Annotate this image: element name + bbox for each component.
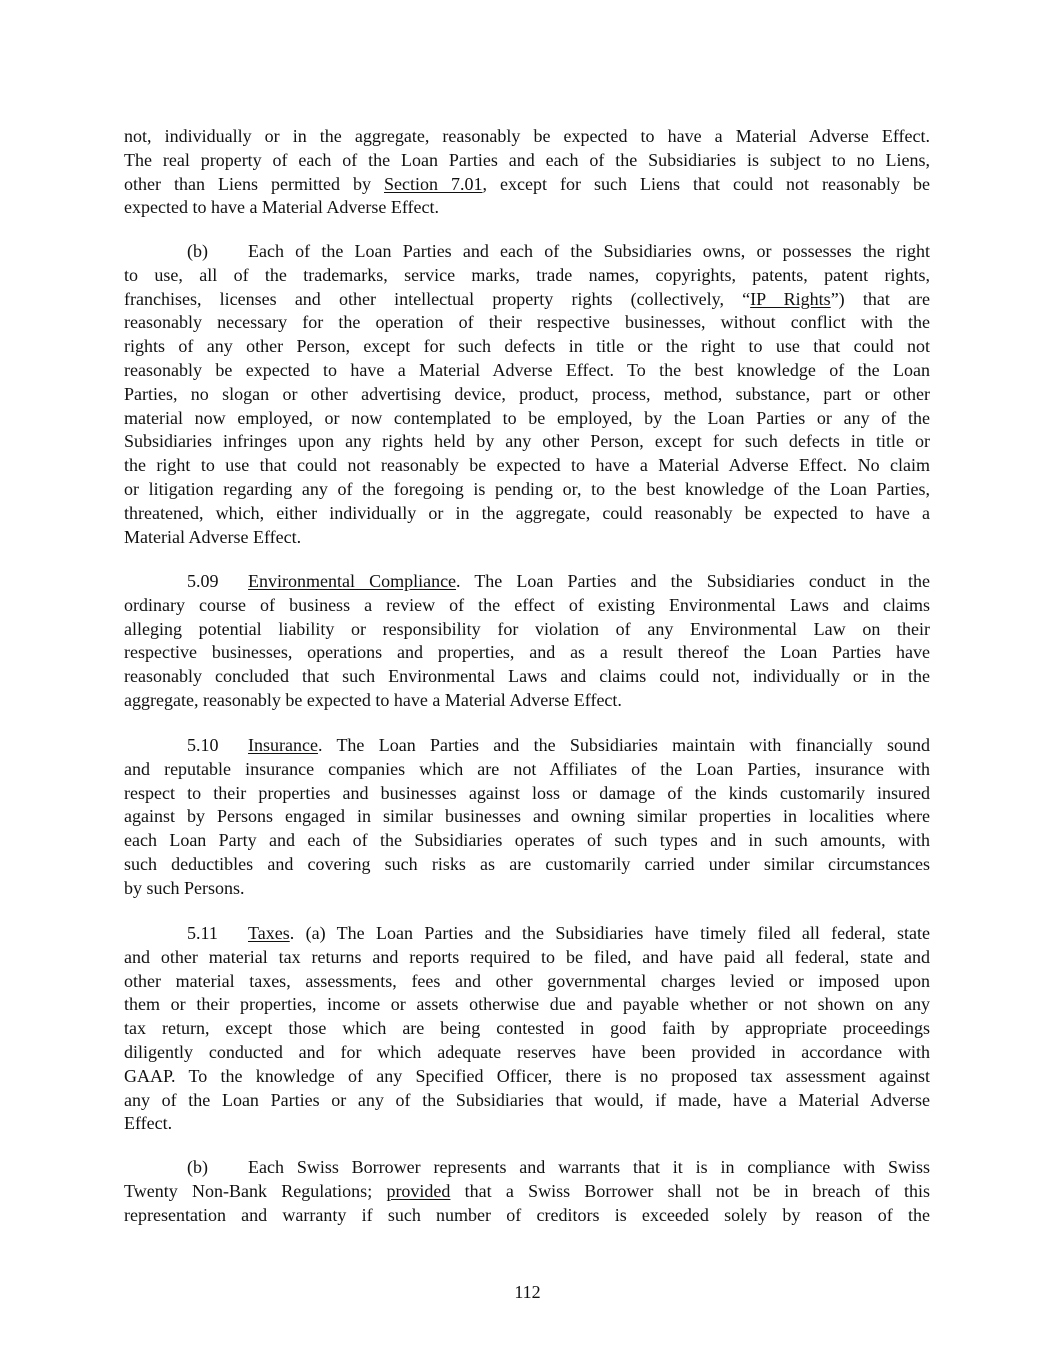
text-line: Twenty Non-Bank Regulations; provided that a Swiss Borrower shall not be in breach of this (124, 1180, 930, 1201)
text-line: respect to their properties and businesses against loss or damage of the kinds customarily insured (124, 782, 930, 803)
text-line: Material Adverse Effect. (124, 526, 302, 547)
underlined-term: Insurance (248, 735, 318, 755)
text-line: ordinary course of business a review of the effect of existing Environmental Laws and claims (124, 594, 930, 615)
underlined-term: Section 7.01 (384, 173, 483, 194)
text-line: Effect. (124, 1113, 173, 1134)
text-line: rights of any other Person, except for such defects in title or the right to use that could not (124, 336, 930, 357)
text-line: the right to use that could not reasonably be expected to have a Material Adverse Effect. No claim (124, 455, 930, 476)
text-line: (b) Each of the Loan Parties and each of the Subsidiaries owns, or possesses the right (124, 240, 930, 264)
text-line: franchises, licenses and other intellectual property rights (collectively, “IP Rights”) that are (124, 288, 931, 309)
underlined-term: Taxes (248, 923, 290, 943)
text-line: alleging potential liability or responsibility for violation of any Environmental Law on their (124, 618, 930, 639)
section-number: 5.10 (187, 735, 219, 755)
text-line: GAAP. To the knowledge of any Specified Officer, there is no proposed tax assessment against (124, 1065, 930, 1086)
text-line: The real property of each of the Loan Parties and each of the Subsidiaries is subject to no Liens, (124, 149, 930, 170)
text-line: and other material tax returns and reports required to be filed, and have paid all federal, state and (124, 946, 930, 967)
section-number: 5.11 (187, 923, 218, 943)
paragraph (124, 1156, 930, 1227)
underlined-term: IP Rights (750, 288, 831, 309)
text-line: Parties, no slogan or other advertising device, product, process, method, substance, part or other (124, 383, 930, 404)
text-line: such deductibles and covering such risks as are customarily carried under similar circumstances (124, 853, 930, 874)
section-number: 5.09 (187, 571, 219, 591)
text-line: each Loan Party and each of the Subsidiaries operates of such types and in such amounts, with (124, 830, 930, 851)
paragraph (124, 922, 930, 1136)
paragraph (124, 570, 930, 713)
text-line: diligently conducted and for which adequate reserves have been provided in accordance with (124, 1041, 930, 1062)
text-line: or litigation regarding any of the foregoing is pending or, to the best knowledge of the Loan Parties, (124, 478, 930, 499)
paragraph (124, 734, 930, 901)
text-line: expected to have a Material Adverse Effect. (124, 197, 440, 218)
page-number: 112 (514, 1282, 541, 1302)
text-line: threatened, which, either individually or in the aggregate, could reasonably be expected to have a (124, 502, 930, 523)
text-line: 5.11 Taxes. (a) The Loan Parties and the Subsidiaries have timely filed all federal, state (124, 922, 930, 946)
text-line: reasonably be expected to have a Material Adverse Effect. To the best knowledge of the Loan (124, 359, 930, 380)
text-line: other than Liens permitted by Section 7.01, except for such Liens that could not reasonably be (124, 173, 930, 194)
text-line: any of the Loan Parties or any of the Subsidiaries that would, if made, have a Material Adverse (124, 1089, 930, 1110)
text-line: material now employed, or now contemplated to be employed, by the Loan Parties or any of the (124, 407, 930, 428)
text-line: them or their properties, income or assets otherwise due and payable whether or not shown on any (124, 994, 930, 1015)
text-line: against by Persons engaged in similar businesses and owning similar properties in localities where (124, 806, 930, 827)
text-line: reasonably concluded that such Environmental Laws and claims could not, individually or in the (124, 666, 930, 687)
text-line: not, individually or in the aggregate, reasonably be expected to have a Material Adverse Effect. (124, 126, 930, 146)
text-line: 5.10 Insurance. The Loan Parties and the Subsidiaries maintain with financially sound (124, 734, 930, 758)
text-line: aggregate, reasonably be expected to have a Material Adverse Effect. (124, 689, 622, 710)
underlined-term: Environmental Compliance (248, 571, 457, 591)
paragraph (124, 125, 930, 220)
underlined-term: provided (386, 1180, 451, 1201)
text-line: and reputable insurance companies which are not Affiliates of the Loan Parties, insurance with (124, 758, 930, 779)
text-line: to use, all of the trademarks, service marks, trade names, copyrights, patents, patent rights, (124, 264, 930, 285)
text-line: representation and warranty if such number of creditors is exceeded solely by reason of the (124, 1204, 930, 1225)
section-number: (b) (187, 241, 208, 261)
text-line: (b) Each Swiss Borrower represents and warrants that it is in compliance with Swiss (124, 1156, 930, 1180)
section-number: (b) (187, 1157, 208, 1177)
paragraph (124, 240, 930, 549)
text-line: reasonably necessary for the operation of their respective businesses, without conflict with the (124, 312, 930, 333)
text-line: 5.09 Environmental Compliance. The Loan Parties and the Subsidiaries conduct in the (124, 570, 930, 594)
text-line: tax return, except those which are being contested in good faith by appropriate proceedings (124, 1018, 930, 1039)
text-line: by such Persons. (124, 877, 245, 898)
text-line: respective businesses, operations and properties, and as a result thereof the Loan Parties have (124, 642, 930, 663)
text-line: other material taxes, assessments, fees and other governmental charges levied or imposed upon (124, 970, 930, 991)
text-line: Subsidiaries infringes upon any rights held by any other Person, except for such defects in title or (124, 431, 930, 452)
